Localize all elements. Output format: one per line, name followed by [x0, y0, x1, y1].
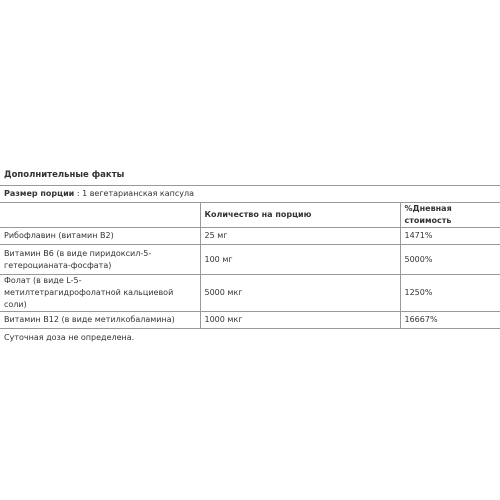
nutrient-amount: 1000 мкг [200, 312, 400, 329]
table-row [0, 312, 500, 329]
facts-table [0, 202, 500, 329]
table-row [0, 275, 500, 312]
header-daily-value: %Дневная стоимость [400, 203, 500, 228]
nutrient-name: Витамин B6 (в виде пиридоксил-5-гетероцианата-фосфата) [0, 245, 200, 275]
serving-size-label: Размер порции [4, 189, 75, 198]
serving-size [0, 186, 500, 202]
table-header-row [0, 203, 500, 228]
header-name [0, 203, 200, 228]
footnote: Суточная доза не определена. [4, 333, 135, 342]
supplement-facts-panel [0, 166, 500, 347]
facts-title: Дополнительные факты [0, 166, 500, 186]
serving-size-value: : 1 вегетарианская капсула [74, 189, 195, 198]
nutrient-name: Фолат (в виде L-5-метилтетрагидрофолатной кальциевой соли) [0, 275, 200, 312]
table-row [0, 245, 500, 275]
nutrient-amount: 25 мг [200, 228, 400, 245]
table-row [0, 228, 500, 245]
nutrient-amount: 5000 мкг [200, 275, 400, 312]
nutrient-amount: 100 мг [200, 245, 400, 275]
nutrient-name: Рибофлавин (витамин B2) [0, 228, 200, 245]
nutrient-daily-value: 5000% [400, 245, 500, 275]
nutrient-name: Витамин B12 (в виде метилкобаламина) [0, 312, 200, 329]
nutrient-daily-value: 16667% [400, 312, 500, 329]
nutrient-daily-value: 1250% [400, 275, 500, 312]
header-amount: Количество на порцию [200, 203, 400, 228]
nutrient-daily-value: 1471% [400, 228, 500, 245]
